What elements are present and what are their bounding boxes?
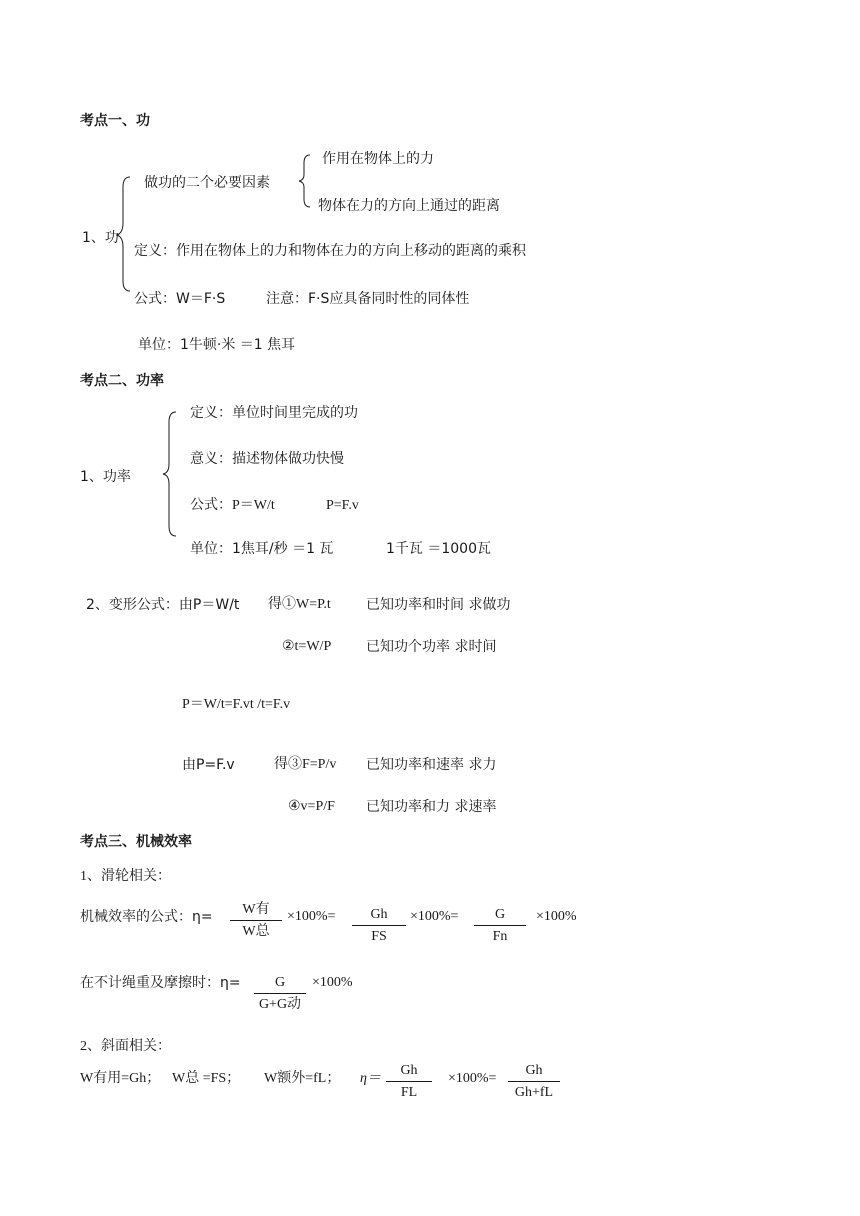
incline-title: 2、斜面相关： bbox=[80, 1039, 171, 1054]
fraction-g-fn bbox=[474, 908, 526, 944]
power-meaning: 意义：描述物体做功快慢 bbox=[190, 451, 344, 467]
fraction-gh-fl bbox=[386, 1064, 432, 1100]
power-formula-1: 公式：P＝W/t bbox=[190, 498, 275, 513]
transform-4-formula: ④v=P/F bbox=[288, 799, 335, 814]
transform-3-desc: 已知功率和速率 求力 bbox=[366, 757, 497, 773]
transform-3-formula: 得③F=P/v bbox=[274, 757, 337, 772]
pulley-title: 1、滑轮相关： bbox=[80, 869, 171, 884]
fraction-useful-total bbox=[230, 903, 282, 939]
transform-3-prefix: 由P=F.v bbox=[182, 757, 235, 773]
power-derivation: P＝W/t=F.vt /t=F.v bbox=[182, 697, 291, 712]
times-100-3: ×100% bbox=[536, 909, 577, 924]
fraction-numerator: Gh bbox=[352, 908, 406, 926]
fraction-numerator: W有 bbox=[230, 903, 282, 921]
incline-extra-work: W额外=fL； bbox=[264, 1071, 341, 1086]
fraction-numerator: Gh bbox=[508, 1064, 560, 1082]
work-definition: 定义：作用在物体上的力和物体在力的方向上移动的距离的乘积 bbox=[134, 243, 526, 259]
section2-heading: 考点二、功率 bbox=[80, 373, 164, 389]
incline-total-work: W总 =FS； bbox=[172, 1071, 241, 1086]
times-100-4: ×100% bbox=[312, 975, 353, 990]
work-unit: 单位：1牛顿·米 ＝1 焦耳 bbox=[138, 337, 296, 353]
power-unit-1: 单位：1焦耳/秒 ＝1 瓦 bbox=[190, 541, 334, 557]
fraction-gh-fs bbox=[352, 908, 406, 944]
work-label: 1、功 bbox=[82, 230, 119, 246]
efficiency-label: 机械效率的公式：η= bbox=[80, 909, 213, 925]
fraction-denominator: FL bbox=[400, 1085, 418, 1100]
incline-useful-work: W有用=Gh； bbox=[80, 1071, 161, 1086]
fraction-denominator: G+G动 bbox=[258, 997, 302, 1012]
power-definition: 定义：单位时间里完成的功 bbox=[190, 405, 358, 421]
times-100-1: ×100%= bbox=[287, 909, 336, 924]
fraction-numerator: G bbox=[474, 908, 526, 926]
section1-brace bbox=[116, 175, 136, 293]
times-100-2: ×100%= bbox=[410, 909, 459, 924]
fraction-denominator: W总 bbox=[242, 924, 270, 939]
work-note: 注意：F·S应具备同时性的同体性 bbox=[266, 291, 470, 307]
fraction-denominator: FS bbox=[371, 929, 387, 944]
power-unit-2: 1千瓦 ＝1000瓦 bbox=[386, 541, 491, 557]
times-100-5: ×100%= bbox=[448, 1071, 497, 1086]
transform-1-desc: 已知功率和时间 求做功 bbox=[366, 597, 511, 613]
section2-brace bbox=[162, 410, 182, 538]
fraction-g-g-dong bbox=[254, 976, 306, 1012]
incline-eta: η＝ bbox=[360, 1071, 381, 1086]
fraction-denominator: Fn bbox=[492, 929, 508, 944]
factor-distance: 物体在力的方向上通过的距离 bbox=[318, 198, 500, 214]
fraction-numerator: G bbox=[254, 976, 306, 994]
transform-2-formula: ②t=W/P bbox=[282, 639, 332, 654]
transform-1-formula: 得①W=P.t bbox=[268, 597, 331, 612]
transform-2-desc: 已知功个功率 求时间 bbox=[366, 639, 497, 655]
fraction-gh-gh-fl bbox=[508, 1064, 560, 1100]
ideal-label: 在不计绳重及摩擦时：η= bbox=[80, 975, 241, 991]
fraction-numerator: Gh bbox=[386, 1064, 432, 1082]
fraction-denominator: Gh+fL bbox=[514, 1085, 554, 1100]
power-formula-2: P=F.v bbox=[326, 498, 359, 513]
section3-heading: 考点三、机械效率 bbox=[80, 834, 192, 850]
transform-label: 2、变形公式：由P＝W/t bbox=[86, 597, 240, 613]
work-formula: 公式：W＝F·S bbox=[134, 291, 226, 307]
transform-4-desc: 已知功率和力 求速率 bbox=[366, 799, 497, 815]
section1-heading: 考点一、功 bbox=[80, 113, 150, 129]
power-label: 1、功率 bbox=[80, 469, 131, 485]
factor-force: 作用在物体上的力 bbox=[322, 151, 434, 167]
factors-title: 做功的二个必要因素 bbox=[144, 175, 270, 191]
factors-brace bbox=[298, 153, 314, 209]
